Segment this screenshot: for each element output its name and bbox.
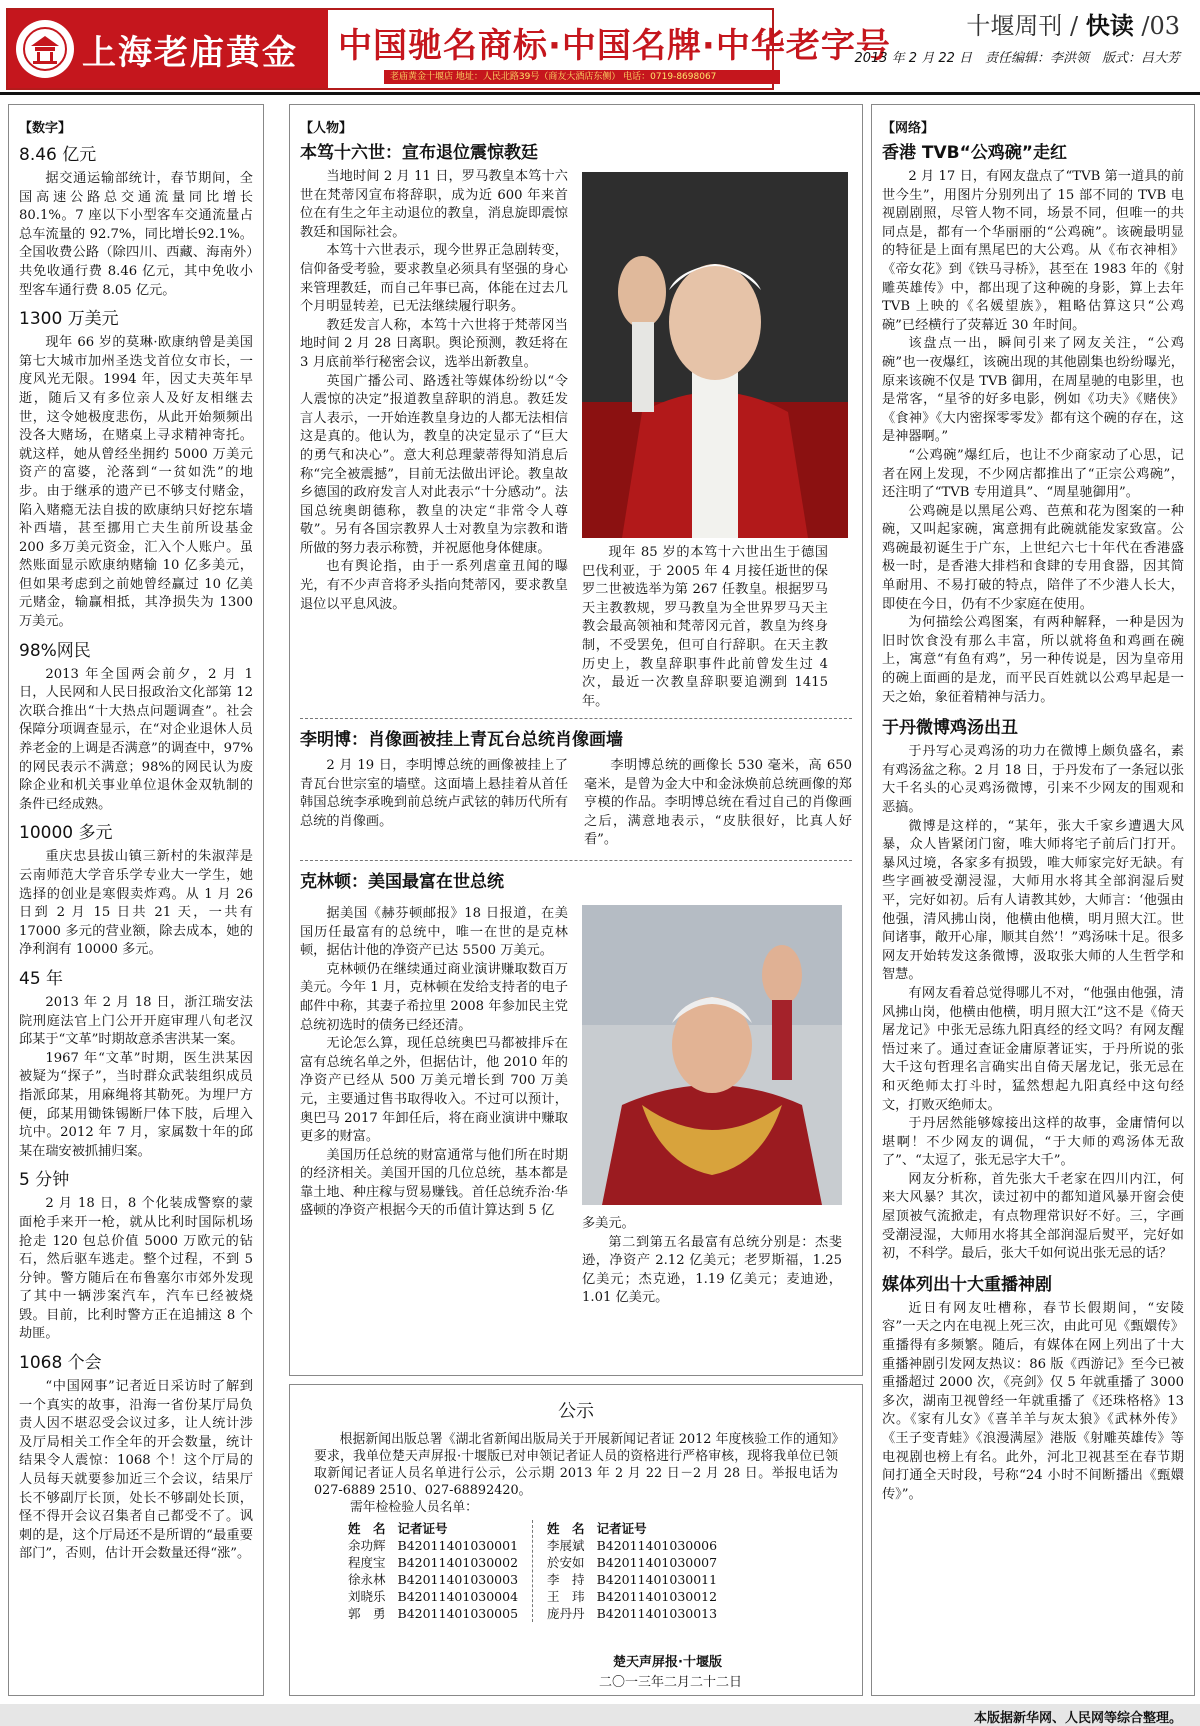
divider (300, 860, 852, 861)
section-tag: 【数字】 (19, 121, 72, 136)
article-lee-right: 李明博总统的画像长 530 毫米，高 650 毫米，是曾为金大中和金泳焕前总统画像的郑亨模的作品。李明博总统在看过自己的肖像画之后，满意地表示，“皮肤很好，比真人好看”。 (584, 758, 852, 848)
name-row (541, 1571, 723, 1588)
name-row (342, 1588, 524, 1605)
notice-list-label: 需年检检验人员名单： (350, 1500, 478, 1515)
article-lee (300, 757, 852, 850)
article-body (300, 905, 568, 1221)
article-body-tvb (872, 168, 1194, 707)
page-footer (0, 1704, 1200, 1726)
person-name: 余功辉 (348, 1538, 386, 1553)
col-header-card: 记者证号 (397, 1521, 448, 1536)
paragraph: 近日有网友吐槽称，春节长假期间，“安陵容”一天之内在电视上死三次，由此可见《甄嬛传》重播得有多频繁。随后，有媒体在网上列出了十大重播神剧引发网友热议：86 版《西游记》至今已被重播超过 2000 次，《亮剑》仅 5 年就重播了 3000 多次，湖南卫视曾经一年就重播了《还珠格格》13 次。《家有儿女》《喜羊羊与灰太狼》《武林外传》《王子变青蛙》《浪漫满屋》港版《射雕英雄传》等电视剧也榜上有名。此外，河北卫视甚至在春节期间打通全天时段，号称“24 小时不间断播出《甄嬛传》”。 (882, 1300, 1184, 1502)
card-number: B42011401030004 (397, 1589, 519, 1604)
number-paragraph: 据交通运输部统计，春节期间，全国高速公路总交通流量同比增长80.1%。7 座以下小型客车交通流量占总车流量的 92.7%，同比增长92.1%。全国收费公路（除四川、西藏、海南外）共免收通行费 8.46 亿元，其中免收小型客车通行费 8.05 亿元。 (19, 171, 253, 298)
photo-pope (582, 172, 848, 538)
paragraph: 于丹居然能够嫁接出这样的故事，金庸情何以堪啊！不少网友的调侃，“于大师的鸡汤体无敌了”、“太逗了，张无忌字大千”。 (882, 1116, 1184, 1169)
advertisement-banner[interactable] (6, 8, 891, 90)
person-name: 徐永林 (348, 1572, 386, 1587)
card-number: B42011401030011 (596, 1572, 718, 1587)
number-paragraph: 2 月 18 日，8 个化装成警察的蒙面枪手来开一枪，就从比利时国际机场抢走 120 包总价值 5000 万欧元的钻石，然后驱车逃走。整个过程，不到 5 分钟。警方随后在布鲁塞尔市郊外发现了其中一辆涉案汽车，汽车已经被烧毁。目前，比利时警方正在追捕这 8 个劫匪。 (19, 1196, 253, 1342)
paragraph: 网友分析称，首先张大千老家在四川内江，何来大风暴？其次，读过初中的都知道风暴开窗会使屋顶被气流掀走，有点物理常识好不好。三，字画受潮浸湿，大师用水将其全部润湿后熨平，完好如初，不科学。最后，张大千如何说出张无忌的话？ (882, 1171, 1184, 1262)
table-divider (532, 1520, 533, 1622)
section-tag: 【网络】 (882, 121, 935, 136)
name-row (541, 1588, 723, 1605)
paragraph: 该盘点一出，瞬间引来了网友关注，“公鸡碗”也一夜爆红，该碗出现的其他剧集也纷纷曝光，原来该碗不仅是 TVB 御用，在周星驰的电影里，也是常客，“星爷的好多电影，例如《功夫》《赌侠》《食神》《大内密探零零发》都有这个碗的存在，这是神器啊。” (882, 336, 1184, 445)
card-number: B42011401030006 (596, 1538, 718, 1553)
name-row (342, 1571, 524, 1588)
column-people (289, 104, 863, 1376)
article-body-yudan (872, 743, 1194, 1264)
date-editor-line: 2013 年 2 月 22 日 责任编辑：李洪领 版式：吕大芳 (854, 51, 1180, 66)
paragraph: 2 月 17 日，有网友盘点了“TVB 第一道具的前世今生”，用图片分别列出了 15 部不同的 TVB 电视剧剧照，尽管人物不同，场景不同，但唯一的共同点是，都有一个华丽丽的“公鸡碗”。该碗最明显的特征是上面有黑尾巴的大公鸡。从《布衣神相》《帝女花》到《铁马寻桥》，甚至在 1983 年的《射雕英雄传》中，都出现了这种碗的身影，算上去年 TVB 上映的《名媛望族》，粗略估算这只“公鸡碗”已经横行了荧幕近 30 年时间。 (882, 169, 1184, 333)
paragraph: 微博是这样的，“某年，张大千家乡遭遇大风暴，众人皆紧闭门窗，唯大师将宅子前后门打开。暴风过境，各家多有损毁，唯大师家完好无缺。有些字画被受潮浸湿，大师用水将其全部润湿后熨平，完好如初。后有人请教其妙，大师言：‘他强由他强，清风拂山岗，他横由他横，明月照大江。世间诸事，敞开心扉，顺其自然’！”鸡汤味十足。很多网友开始转发这条微博，汲取张大师的人生哲学和智慧。 (882, 818, 1184, 983)
ad-address-strip: 老庙黄金十堰店 地址：人民北路39号（商友大酒店东侧） 电话：0719-8698067 (384, 70, 780, 84)
paragraph: 克林顿仍在继续通过商业演讲赚取数百万美元。今年 1 月，克林顿在发给支持者的电子邮件中称，其妻子希拉里 2008 年参加民主党总统初选时的债务已经还清。 (300, 961, 568, 1033)
column-numbers (8, 104, 264, 1696)
divider (300, 718, 852, 719)
number-paragraph: 1967 年“文革”时期，医生洪某因被疑为“探子”，当时群众武装组织成员指派邱某，用麻绳将其勒死。为埋尸方便，邱某用锄铢锡断尸体下肢，后埋入坑中。2012 年 7 月，家属数十年的邱某在瑞安被抓捕归案。 (19, 1050, 253, 1159)
card-number: B42011401030003 (397, 1572, 519, 1587)
article-title-pope: 本笃十六世：宣布退位震惊教廷 (300, 143, 538, 163)
col-header-card: 记者证号 (596, 1521, 647, 1536)
photo-caption-pope: 现年 85 岁的本笃十六世出生于德国巴伐利亚，于 2005 年 4 月接任逝世的保罗二世被选举为第 267 任教皇。根据罗马天主教教规，罗马教皇为全世界罗马天主教会最高领袖和梵蒂冈元首，教皇为终身制，不受罢免，但可自行辞职。在天主教历史上，教皇辞职事件此前曾发生过 4 次，最近一次教皇辞职要追溯到 1415 年。 (582, 545, 828, 709)
person-name: 郭 勇 (348, 1606, 386, 1621)
notice-title: 公示 (558, 1401, 594, 1422)
article-title-tv: 媒体列出十大重播神剧 (882, 1274, 1052, 1295)
paragraph: 美国历任总统的财富通常与他们所在时期的经济相关。美国开国的几位总统，基本都是靠土地、种庄稼与贸易赚钱。首任总统乔治·华盛顿的净资产根据今天的币值计算达到 5 亿 (300, 1147, 568, 1219)
paragraph: 第二到第五名最富有总统分别是：杰斐逊，净资产 2.12 亿美元；老罗斯福，1.25 亿美元；杰克逊，1.19 亿美元；麦迪逊，1.01 亿美元。 (582, 1234, 842, 1306)
number-paragraph: 重庆忠县拔山镇三新村的朱淑萍是云南师范大学音乐学专业大一学生，她选择的创业是寒假卖炸鸡。从 1 月 26 日到 2 月 15 日共 21 天，一共有 17000 多元的营业额，除去成本，她的净利润有 10000 多元。 (19, 849, 253, 958)
ad-brand-name: 上海老庙黄金 (82, 32, 298, 73)
number-items (9, 144, 263, 1564)
person-name: 庞丹丹 (547, 1606, 585, 1621)
col-header-name: 姓 名 (547, 1521, 585, 1536)
name-table-right (541, 1520, 723, 1622)
article-title-clinton: 克林顿：美国最富在世总统 (300, 871, 504, 892)
card-number: B42011401030005 (397, 1606, 519, 1621)
paragraph: 据美国《赫芬顿邮报》18 日报道，在美国历任最富有的总统中，唯一在世的是克林顿，据估计他的净资产已达 5500 万美元。 (300, 905, 568, 959)
article-clinton (290, 897, 862, 1307)
photo-clinton (582, 905, 842, 1205)
ad-slogan: 中国驰名商标·中国名牌·中华老字号 (338, 26, 891, 66)
person-name: 王 玮 (547, 1589, 585, 1604)
article-title-lee: 李明博：肖像画被挂上青瓦台总统肖像画墙 (300, 730, 623, 750)
person-name: 刘晓乐 (348, 1589, 386, 1604)
column-internet (871, 104, 1195, 1696)
number-paragraph: 2013 年全国两会前夕，2 月 1 日，人民网和人民日报政治文化部第 12 次联合推出“十大热点问题调查”。社会保障分项调查显示，在“对企业退休人员养老金的上调是否满意”的调查中，97%的网民表示不满意；98%的网民认为废除企业和机关事业单位退休金双轨制的条件已经成熟。 (19, 666, 253, 812)
page-number: 03 (1149, 12, 1180, 40)
article-body (300, 168, 568, 614)
card-number: B42011401030013 (596, 1606, 718, 1621)
paragraph: “公鸡碗”爆红后，也让不少商家动了心思，记者在网上发现，不少网店都推出了“正宗公鸡碗”，还注明了“TVB 专用道具”、“周星驰御用”。 (882, 447, 1184, 501)
masthead-line: 十堰周刊 / 快读 /03 (966, 12, 1180, 40)
name-row (541, 1605, 723, 1622)
section-name: 快读 (1085, 12, 1134, 40)
number-headline: 1068 个会 (19, 1353, 102, 1374)
paragraph: 为何描绘公鸡图案，有两种解释，一种是因为旧时饮食没有那么丰富，所以就将鱼和鸡画在碗上，寓意“有鱼有鸡”，另一种传说是，因为皇帝用的碗上面画的是龙，而平民百姓就以公鸡早起是一天之始，象征着精神与活力。 (882, 615, 1184, 705)
paragraph: 本笃十六世表示，现今世界正急剧转变，信仰备受考验，要求教皇必须具有坚强的身心来管理教廷，而自己年事已高，体能在过去几个月明显转差，已无法继续履行职务。 (300, 243, 568, 315)
number-headline: 8.46 亿元 (19, 145, 97, 165)
number-paragraph: 2013 年 2 月 18 日，浙江瑞安法院刑庭法官上门公开开庭审理八旬老汉邱某于“文革”时期故意杀害洪某一案。 (19, 994, 253, 1048)
paragraph: 教廷发言人称，本笃十六世将于梵蒂冈当地时间 2 月 28 日离职。舆论预测，教廷将在 3 月底前举行秘密会议，选举出新教皇。 (300, 317, 568, 370)
person-name: 李展斌 (547, 1538, 585, 1553)
number-headline: 10000 多元 (19, 823, 113, 844)
article-lee-left: 2 月 19 日，李明博总统的画像被挂上了青瓦台世宗室的墙壁。这面墙上悬挂着从首任韩国总统李承晚到前总统卢武铉的韩历代所有总统的肖像画。 (300, 758, 568, 829)
paragraph: 有网友看着总觉得哪儿不对，“他强由他强，清风拂山岗，他横由他横，明月照大江”这不是《倚天屠龙记》中张无忌练九阳真经的经文吗？有网友醒悟过来了。通过查证金庸原著证实，于丹所说的张大千这句哲理名言确实出自倚天屠龙记，张无忌在和灭绝师太打斗时，猛然想起九阳真经中这句经文，打败灭绝师太。 (882, 985, 1184, 1113)
card-number: B42011401030007 (596, 1555, 718, 1570)
paragraph: 英国广播公司、路透社等媒体纷纷以“令人震惊的决定”报道教皇辞职的消息。教廷发言人表示，一开始连教皇身边的人都无法相信这是真的。他认为，教皇的决定显示了“巨大的勇气和决心”。意大利总理蒙蒂得知消息后称“完全被震撼”，目前无法做出评论。教皇故乡德国的政府发言人对此表示“十分感动”。法国总统奥朗德称，教皇的决定“非常令人尊敬”。另有各国宗教界人士对教皇为宗教和谐所做的努力表示称赞，并祝愿他身体健康。 (300, 373, 568, 556)
card-number: B42011401030001 (397, 1538, 519, 1553)
person-name: 於安如 (547, 1555, 585, 1570)
card-number: B42011401030002 (397, 1555, 519, 1570)
temple-logo-icon (16, 20, 74, 78)
name-row (342, 1605, 524, 1622)
masthead (854, 6, 1180, 66)
notice-date: 二〇一三年二月二十二日 (598, 1675, 742, 1690)
paper-name: 十堰周刊 (966, 12, 1063, 40)
paragraph: 也有舆论指，由于一系列虐童丑闻的曝光，有不少声音将矛头指向梵蒂冈，要求教皇退位以平息风波。 (300, 559, 568, 612)
paragraph: 无论怎么算，现任总统奥巴马都被排斥在富有总统名单之外，但据估计，他 2010 年的净资产已经从 500 万美元增长到 700 万美元，主要通过售书取得收入。不过可以预计，奥巴马 2017 年卸任后，将在商业演讲中赚取更多的财富。 (300, 1036, 568, 1145)
name-table-left (342, 1520, 524, 1622)
ad-brand-block (8, 10, 328, 88)
article-title-tvb: 香港 TVB“公鸡碗”走红 (882, 143, 1067, 163)
number-headline: 1300 万美元 (19, 309, 119, 330)
article-pope (290, 168, 862, 708)
number-paragraph: 现年 66 岁的莫琳·欧康纳曾是美国第七大城市加州圣迭戈首位女市长，一度风光无限。1994 年，因丈夫英年早逝，随后又有多位亲人及好友相继去世，这令她极度悲伤，从此开始频频出没各大赌场，在赌桌上寻求精神寄托。就这样，她从曾经坐拥约 5000 万美元资产的富婆，沦落到“一贫如洗”的地步。由于继承的遗产已不够支付赌金，陷入赌瘾无法自拔的欧康纳只好挖东墙补西墙，甚至挪用亡夫生前所设基金 200 多万美元资金，汇入个人账户。虽然账面显示欧康纳赌输 10 亿多美元，但如果考虑到之前她曾经赢过 10 亿美元赌金，输赢相抵，其净损失为 1300 万美元。 (19, 335, 253, 630)
notice-signature: 楚天声屏报·十堰版 (613, 1655, 722, 1670)
article-body-continued (582, 1215, 842, 1308)
number-headline: 98%网民 (19, 640, 91, 661)
section-tag: 【人物】 (300, 121, 353, 136)
header-rule (0, 92, 1200, 95)
number-headline: 5 分钟 (19, 1170, 70, 1191)
person-name: 李 持 (547, 1572, 585, 1587)
notice-body: 根据新闻出版总署《湖北省新闻出版局关于开展新闻记者证 2012 年度核验工作的通知》要求，我单位楚天声屏报·十堰版已对申领记者证人员的资格进行严格审核，现将我单位已领取新闻记者证人员名单进行公示，公示期 2013 年 2 月 22 日－2 月 28 日。举报电话为 027-6889 2510、027-68892420。 (314, 1432, 838, 1498)
name-row (342, 1537, 524, 1554)
page-header (0, 0, 1200, 100)
name-row (541, 1537, 723, 1554)
footer-source: 本版据新华网、人民网等综合整理。 (973, 1711, 1182, 1726)
person-name: 程度宝 (348, 1555, 386, 1570)
ad-slogan-block (328, 10, 891, 88)
paragraph: 多美元。 (582, 1215, 635, 1231)
article-title-yudan: 于丹微博鸡汤出丑 (882, 718, 1018, 739)
card-number: B42011401030012 (596, 1589, 718, 1604)
name-row (541, 1554, 723, 1571)
paragraph: 公鸡碗是以黑尾公鸡、芭蕉和花为图案的一种碗，又叫起家碗，寓意拥有此碗就能发家致富。公鸡碗最初诞生于广东，上世纪六七十年代在香港盛极一时，是香港大排档和食肆的专用食器，因其简单耐用、不易打破的特点，陪伴了不少港人长大，即使在今日，仍有不少家庭在使用。 (882, 503, 1184, 612)
public-notice (289, 1384, 863, 1696)
col-header-name: 姓 名 (348, 1521, 386, 1536)
paragraph: 于丹写心灵鸡汤的功力在微博上颇负盛名，素有鸡汤盆之称。2 月 18 日，于丹发布了一条冠以张大千名头的心灵鸡汤微博，引来不少网友的围观和恶搞。 (882, 744, 1184, 815)
paragraph: 当地时间 2 月 11 日，罗马教皇本笃十六世在梵蒂冈宣布将辞职，成为近 600 年来首位在有生之年主动退位的教皇，消息旋即震惊教廷和国际社会。 (300, 169, 568, 240)
number-headline: 45 年 (19, 968, 64, 989)
article-body-tv (872, 1300, 1194, 1505)
name-row (342, 1554, 524, 1571)
number-paragraph: “中国网事”记者近日采访时了解到一个真实的故事，沿海一省份某厅局负责人因不堪忍受会议过多，让人统计涉及厅局相关工作全年的开会数量，统计结果令人震惊：1068 个！这个厅局的人员每天就要参加近三个会议，结果厅长不够副厅长顶，处长不够副处长顶，怪不得开会议召集者自己都受不了。讽刺的是，这个厅局还不是所谓的“最重要部门”，否则，估计开会数量还得“涨”。 (19, 1379, 253, 1562)
notice-name-tables (342, 1520, 862, 1622)
